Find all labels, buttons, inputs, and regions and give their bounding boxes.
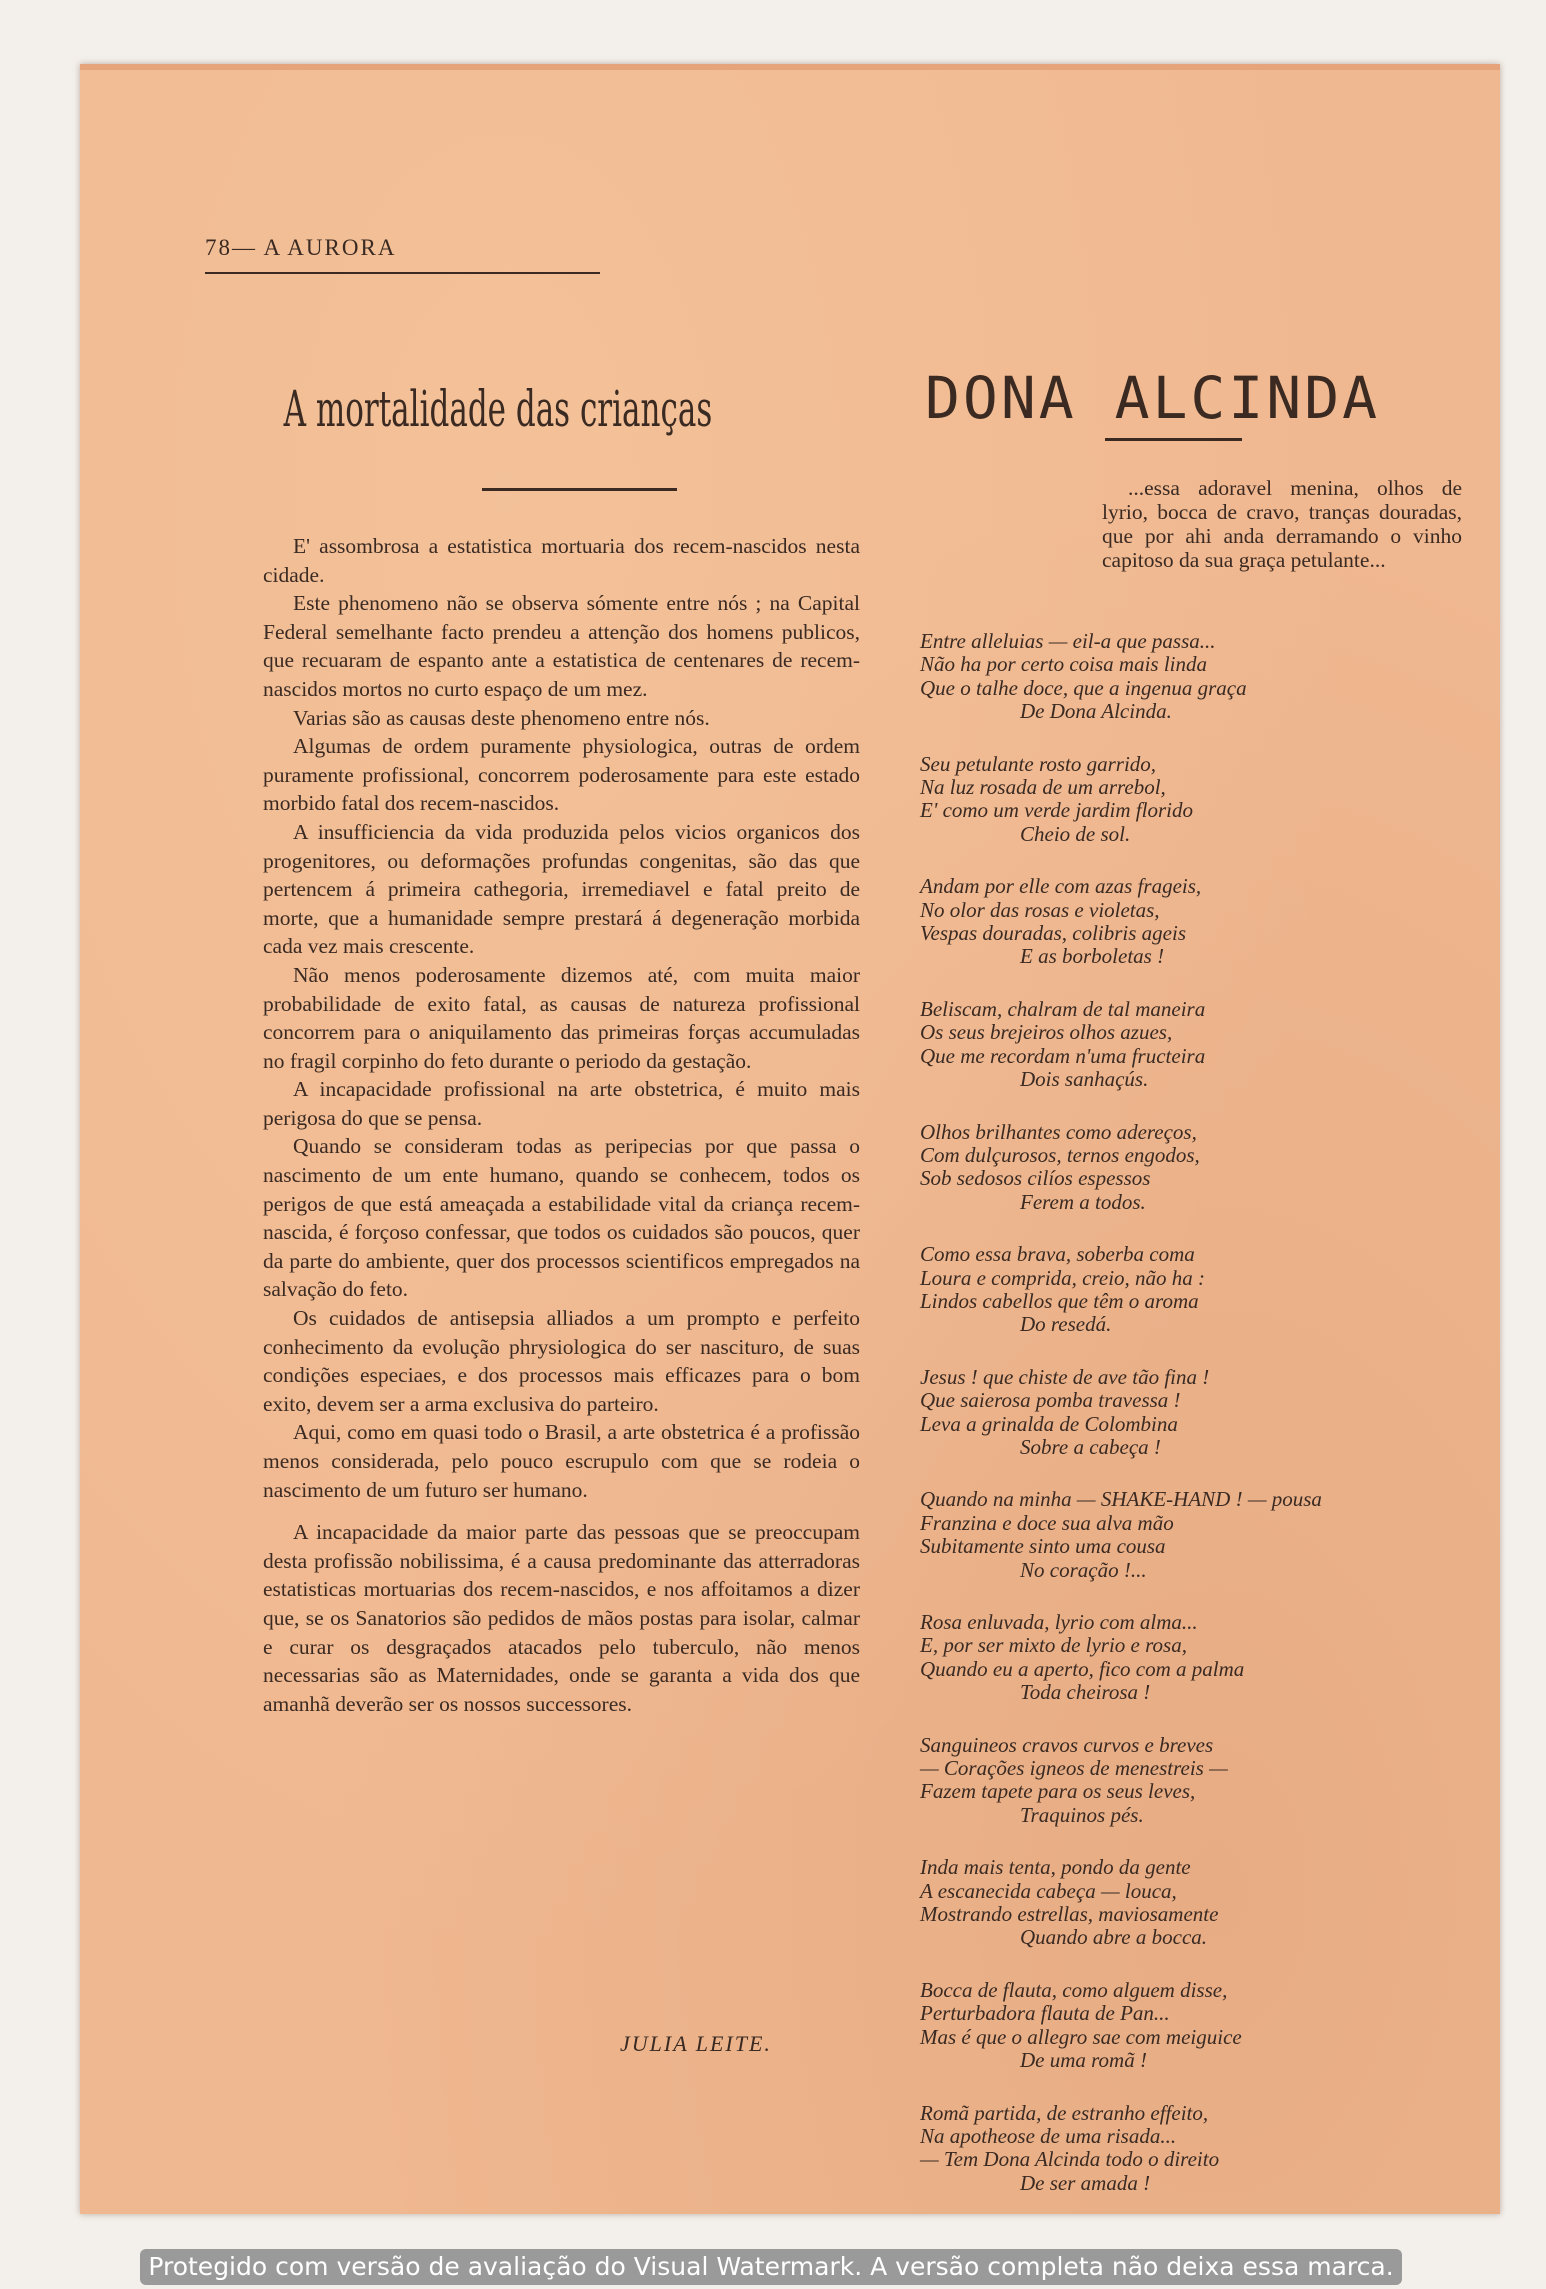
poem-stanza <box>920 1611 1460 1705</box>
poem-line: Bocca de flauta, como alguem disse, <box>920 1977 1228 2002</box>
poem-line: Com dulçurosos, ternos engodos, <box>920 1142 1200 1167</box>
poem-line: Não ha por certo coisa mais linda <box>920 652 1207 677</box>
poem-stanza <box>920 1121 1460 1215</box>
poem-line: Seu petulante rosto garrido, <box>920 751 1157 776</box>
poem-line: Jesus ! que chiste de ave tão fina ! <box>920 1364 1210 1389</box>
poem-line: — Corações igneos de menestreis — <box>920 1756 1228 1781</box>
poem-line: Sanguineos cravos curvos e breves <box>920 1732 1214 1757</box>
article-paragraph: Varias são as causas deste phenomeno entre nós. <box>293 705 710 730</box>
poem-line: Quando abre a bocca. <box>1020 1925 1208 1950</box>
poem-line: Olhos brilhantes como adereços, <box>920 1119 1197 1144</box>
poem-line: Quando eu a aperto, fico com a palma <box>920 1656 1245 1681</box>
poem-line: De Dona Alcinda. <box>1020 699 1172 724</box>
poem-stanza <box>920 1734 1460 1828</box>
poem-stanza <box>920 998 1460 1092</box>
page-header: 78— A AURORA <box>205 235 397 260</box>
poem-line: Loura e comprida, creio, não ha : <box>920 1265 1206 1290</box>
poem-line: Leva a grinalda de Colombina <box>920 1411 1178 1436</box>
poem-line: Rosa enluvada, lyrio com alma... <box>920 1610 1198 1634</box>
poem-line: Sobre a cabeça ! <box>1020 1434 1161 1459</box>
poem-title: DONA ALCINDA <box>925 364 1381 432</box>
poem-line: Inda mais tenta, pondo da gente <box>920 1855 1191 1880</box>
poem-line: Que o talhe doce, que a ingenua graça <box>920 675 1247 700</box>
epigraph-text: ...essa adoravel menina, olhos de lyrio, bocca de cravo, tranças douradas, que por ahi anda derramando o vinho capitoso da sua graça petulante... <box>1102 476 1462 572</box>
poem-line: Ferem a todos. <box>1020 1189 1146 1214</box>
poem-line: E, por ser mixto de lyrio e rosa, <box>920 1633 1187 1658</box>
article-paragraph: A incapacidade profissional na arte obstetrica, é muito mais perigosa do que se pensa. <box>263 1077 860 1130</box>
poem-line: A escanecida cabeça — louca, <box>920 1878 1177 1903</box>
poem-line: Do resedá. <box>1020 1312 1112 1337</box>
poem-line: Perturbadora flauta de Pan... <box>920 2001 1170 2026</box>
poem-line: Dois sanhaçús. <box>1020 1067 1149 1092</box>
article-paragraph: Quando se consideram todas as peripecias por que passa o nascimento de um ente humano, quando se conhecem, todos os perigos de que está ameaçada a estabilidade vital da criança recem-nascida, é forçoso confessar, que todos os cuidados são poucos, quer da parte do ambiente, quer dos processos scientificos empregados na salvação do feto. <box>263 1134 860 1302</box>
poem-line: Que saierosa pomba travessa ! <box>920 1388 1181 1413</box>
watermark-banner: Protegido com versão de avaliação do Visual Watermark. A versão completa não deixa essa marca. <box>140 2249 1402 2285</box>
poem-stanza <box>920 2102 1460 2196</box>
article-paragraph: Aqui, como em quasi todo o Brasil, a arte obstetrica é a profissão menos considerada, pelo pouco escrupulo com que se rodeia o nascimento de um futuro ser humano. <box>263 1420 860 1502</box>
poem-stanza <box>920 1488 1460 1582</box>
poem-line: Quando na minha — SHAKE-HAND ! — pousa <box>920 1487 1322 1512</box>
poem-stanza <box>920 875 1460 969</box>
poem-body <box>920 630 1460 2224</box>
poem-line: Franzina e doce sua alva mão <box>920 1510 1174 1535</box>
poem-stanza <box>920 753 1460 847</box>
poem-line: De ser amada ! <box>1020 2170 1151 2195</box>
poem-stanza <box>920 1979 1460 2073</box>
poem-line: Que me recordam n'uma fructeira <box>920 1043 1206 1068</box>
poem-stanza <box>920 1856 1460 1950</box>
poem-line: Mas é que o allegro sae com meiguice <box>920 2024 1242 2049</box>
poem-line: Mostrando estrellas, maviosamente <box>920 1902 1219 1927</box>
article-signature: JULIA LEITE. <box>620 2031 772 2056</box>
poem-line: Cheio de sol. <box>1020 821 1131 846</box>
poem-stanza <box>920 1366 1460 1460</box>
article-paragraph: A insufficiencia da vida produzida pelos vicios organicos dos progenitores, ou deformações profundas congenitas, são das que pertencem á primeira cathegoria, irremediavel e fatal preito de morte, que a humanidade sempre prestará á degeneração morbida cada vez mais crescente. <box>263 819 860 959</box>
article-paragraph: E' assombrosa a estatistica mortuaria dos recem-nascidos nesta cidade. <box>263 534 860 587</box>
article-title-rule <box>482 488 677 491</box>
poem-line: — Tem Dona Alcinda todo o direito <box>920 2147 1220 2172</box>
poem-line: Na luz rosada de um arrebol, <box>920 775 1166 800</box>
poem-line: Lindos cabellos que têm o aroma <box>920 1288 1199 1313</box>
poem-stanza <box>920 1243 1460 1337</box>
poem-line: Traquinos pés. <box>1020 1802 1144 1827</box>
poem-title-rule <box>1105 438 1242 441</box>
poem-line: Fazem tapete para os seus leves, <box>920 1779 1196 1804</box>
poem-line: Como essa brava, soberba coma <box>920 1242 1195 1267</box>
poem-line: Vespas douradas, colibris ageis <box>920 921 1187 946</box>
article-paragraph: Não menos poderosamente dizemos até, com muita maior probabilidade de exito fatal, as causas de natureza profissional concorrem para o aniquilamento das primeiras forças accumuladas no fragil corpinho do feto durante o periodo da gestação. <box>263 962 860 1073</box>
poem-line: Entre alleluias — eil-a que passa... <box>920 629 1216 653</box>
poem-stanza <box>920 630 1460 724</box>
poem-line: Andam por elle com azas frageis, <box>920 874 1202 899</box>
poem-line: E' como um verde jardim florido <box>920 798 1193 823</box>
poem-line: Toda cheirosa ! <box>1020 1680 1151 1705</box>
article-paragraph: Os cuidados de antisepsia alliados a um prompto e perfeito conhecimento da evolução phrysiologica do ser nascituro, de suas condições especiaes, e dos processos mais efficazes para o bom exito, devem ser a arma exclusiva do parteiro. <box>263 1306 860 1416</box>
header-rule <box>205 272 600 274</box>
article-paragraph: Este phenomeno não se observa sómente entre nós ; na Capital Federal semelhante facto prendeu a attenção dos homens publicos, que recuaram de espanto ante a estatistica de centenares de recem-nascidos mortos no curto espaço de um mez. <box>263 591 860 701</box>
poem-line: Beliscam, chalram de tal maneira <box>920 996 1206 1021</box>
article-body <box>263 532 860 1718</box>
poem-line: Na apotheose de uma risada... <box>920 2123 1177 2148</box>
poem-line: De uma romã ! <box>1020 2048 1147 2073</box>
poem-line: E as borboletas ! <box>1020 944 1165 969</box>
poem-line: Sob sedosos cilíos espessos <box>920 1166 1151 1191</box>
poem-line: Romã partida, de estranho effeito, <box>920 2100 1209 2125</box>
article-paragraph: A incapacidade da maior parte das pessoas que se preoccupam desta profissão nobilissima, é a causa predominante das atterradoras estatisticas mortuarias dos recem-nascidos, e nos affoitamos a dizer que, se os Sanatorios são pedidos de mãos postas para isolar, calmar e curar os desgraçados atacados pelo tuberculo, não menos necessarias são as Maternidades, onde se garanta a vida dos que amanhã deverão ser os nossos successores. <box>263 1520 860 1716</box>
poem-line: No olor das rosas e violetas, <box>920 897 1160 922</box>
poem-epigraph <box>1102 476 1462 572</box>
poem-line: Subitamente sinto uma cousa <box>920 1534 1166 1559</box>
article-paragraph: Algumas de ordem puramente physiologica, outras de ordem puramente profissional, concorrem poderosamente para este estado morbido fatal dos recem-nascidos. <box>263 734 860 816</box>
poem-line: Os seus brejeiros olhos azues, <box>920 1020 1173 1045</box>
article-title: A mortalidade das crianças <box>283 380 713 438</box>
poem-line: No coração !... <box>1020 1557 1147 1582</box>
